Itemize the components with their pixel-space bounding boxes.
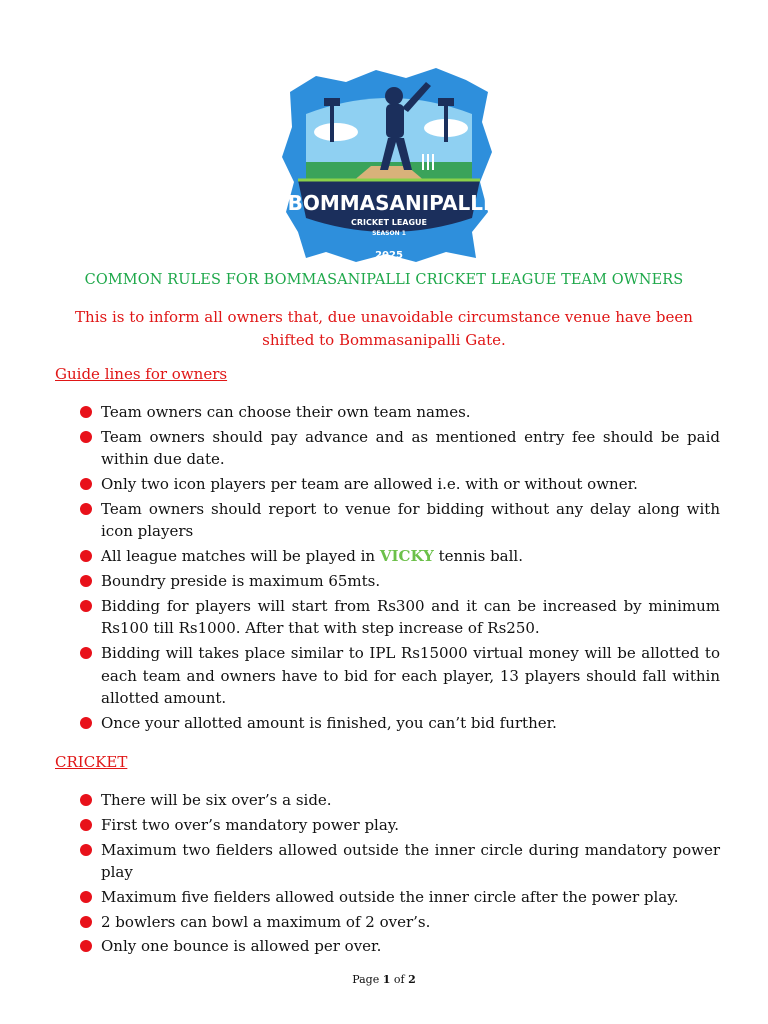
list-item: Team owners should report to venue for bidding without any delay along with icon players <box>78 498 720 543</box>
bullet-icon <box>80 717 92 729</box>
list-item: Bidding for players will start from Rs300 and it can be increased by minimum Rs100 till Rs1000. After that with step increase of Rs250. <box>78 595 720 640</box>
bullet-icon <box>80 891 92 903</box>
list-item: Team owners can choose their own team names. <box>78 401 720 424</box>
svg-text:BOMMASANIPALLI: BOMMASANIPALLI <box>287 191 491 215</box>
bullet-icon <box>80 550 92 562</box>
guidelines-list <box>78 401 720 737</box>
document-heading: COMMON RULES FOR BOMMASANIPALLI CRICKET LEAGUE TEAM OWNERS <box>84 272 684 288</box>
cricket-rules-list <box>78 789 720 960</box>
bullet-icon <box>80 478 92 490</box>
list-item: Bidding will takes place similar to IPL Rs15000 virtual money will be allotted to each team and owners have to bid for each player, 13 players should fall within allotted amount. <box>78 642 720 710</box>
svg-text:2025: 2025 <box>375 250 403 261</box>
bullet-icon <box>80 844 92 856</box>
bullet-icon <box>80 503 92 515</box>
list-item: Team owners should pay advance and as mentioned entry fee should be paid within due date. <box>78 426 720 471</box>
bullet-icon <box>80 940 92 952</box>
list-item: There will be six over’s a side. <box>78 789 720 812</box>
list-item: Only one bounce is allowed per over. <box>78 935 720 958</box>
bullet-icon <box>80 431 92 443</box>
list-item: Maximum two fielders allowed outside the inner circle during mandatory power play <box>78 839 720 884</box>
list-item: All league matches will be played in VICKY tennis ball. <box>78 545 720 568</box>
league-logo <box>276 62 502 268</box>
list-item: 2 bowlers can bowl a maximum of 2 over’s. <box>78 911 720 934</box>
bullet-icon <box>80 600 92 612</box>
bullet-icon <box>80 406 92 418</box>
svg-text:CRICKET LEAGUE: CRICKET LEAGUE <box>350 218 428 227</box>
bullet-icon <box>80 575 92 587</box>
bullet-icon <box>80 794 92 806</box>
list-item: Once your allotted amount is finished, you can’t bid further. <box>78 712 720 735</box>
venue-notice: This is to inform all owners that, due unavoidable circumstance venue have been shifted to Bommasanipalli Gate. <box>75 308 693 349</box>
cricket-section-title: CRICKET <box>55 753 128 771</box>
page-number: Page 1 of 2 <box>352 973 416 986</box>
list-item: Only two icon players per team are allowed i.e. with or without owner. <box>78 473 720 496</box>
guidelines-section-title: Guide lines for owners <box>55 365 228 383</box>
list-item: Maximum five fielders allowed outside the inner circle after the power play. <box>78 886 720 909</box>
list-item: First two over’s mandatory power play. <box>78 814 720 837</box>
bullet-icon <box>80 916 92 928</box>
bullet-icon <box>80 819 92 831</box>
ball-brand: VICKY <box>379 547 434 566</box>
svg-text:SEASON 1: SEASON 1 <box>372 230 406 237</box>
list-item: Boundry preside is maximum 65mts. <box>78 570 720 593</box>
bullet-icon <box>80 647 92 659</box>
